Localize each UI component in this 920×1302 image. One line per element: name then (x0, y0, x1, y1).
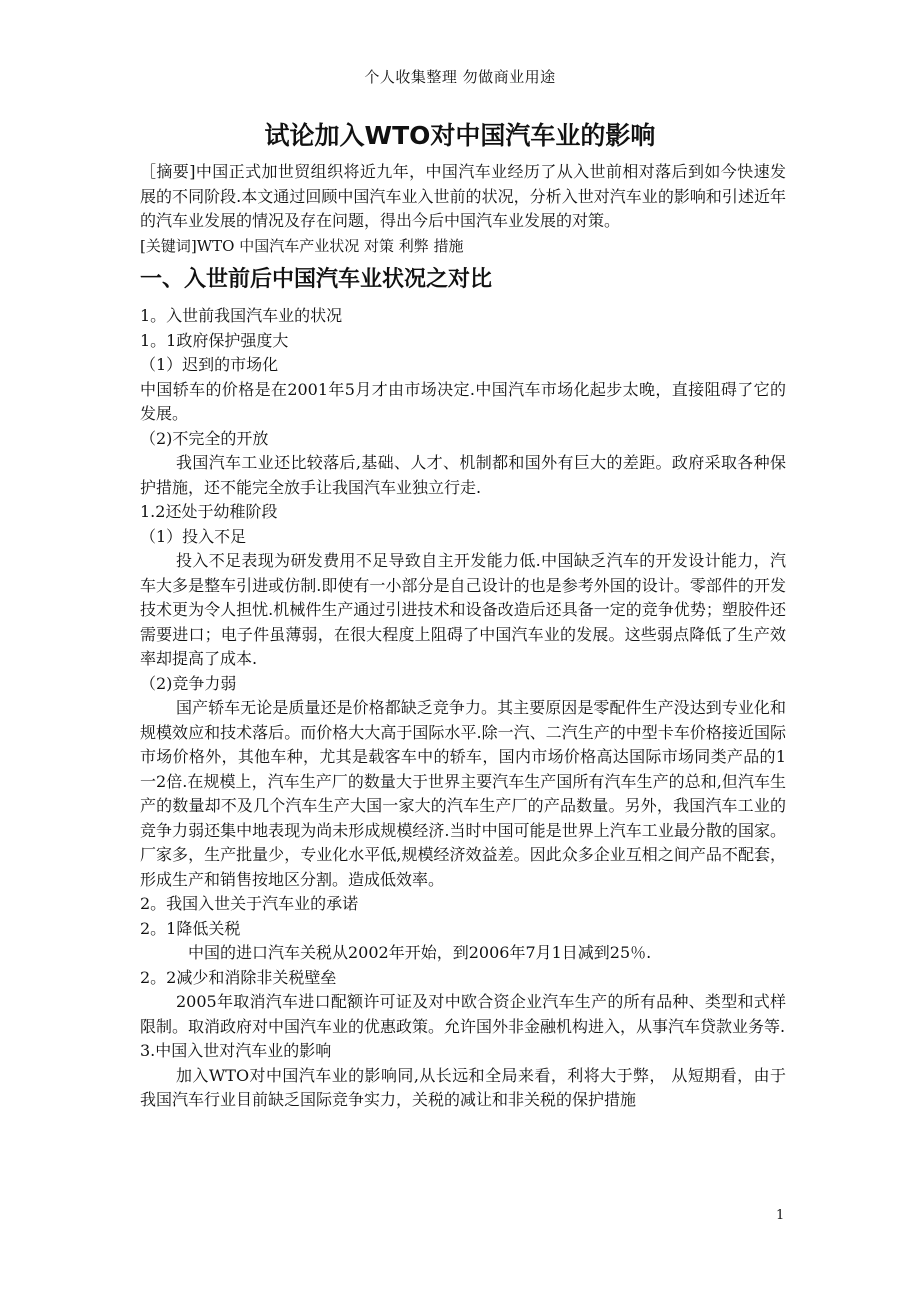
body-paragraph: 中国轿车的价格是在2001年5月才由市场决定.中国汽车市场化起步太晚，直接阻碍了它的发展。 (140, 379, 786, 423)
body-paragraph: （2)不完全的开放 (140, 428, 269, 448)
document-title: 试论加入WTO对中国汽车业的影响 (264, 121, 656, 150)
body-paragraph: 1.2还处于幼稚阶段 (140, 502, 278, 521)
section-heading: 一、入世前后中国汽车业状况之对比 (140, 267, 493, 292)
body-paragraph: 2005年取消汽车进口配额许可证及对中欧合资企业汽车生产的所有品种、类型和式样限制。取消政府对中国汽车业的优惠政策。允许国外非金融机构进入，从事汽车贷款业务等. (140, 992, 786, 1036)
page-header: 个人收集整理 勿做商业用途 (364, 68, 556, 86)
body-paragraph: 中国的进口汽车关税从2002年开始，到2006年7月1日减到25％. (188, 943, 652, 962)
body-paragraph: 1。入世前我国汽车业的状况 (140, 306, 343, 325)
abstract-paragraph: ［摘要]中国正式加世贸组织将近九年，中国汽车业经历了从入世前相对落后到如今快速发展的不同阶段.本文通过回顾中国汽车业入世前的状况，分析入世对汽车业的影响和引述近年的汽车业发展的情况及存在问题，得出今后中国汽车业发展的对策。 (140, 162, 786, 230)
body-paragraph: 我国汽车工业还比较落后,基础、人才、机制都和国外有巨大的差距。政府采取各种保护措施，还不能完全放手让我国汽车业独立行走. (140, 453, 786, 497)
keywords-line: [关键词]WTO 中国汽车产业状况 对策 利弊 措施 (140, 236, 464, 255)
body-paragraph: （2)竞争力弱 (140, 673, 237, 693)
document-body (140, 160, 786, 1113)
body-paragraph: 2。2减少和消除非关税壁垒 (140, 967, 337, 987)
paragraph-list (140, 304, 786, 1113)
body-paragraph: （1）投入不足 (140, 526, 247, 546)
body-paragraph: 2。1降低关税 (140, 918, 241, 938)
body-paragraph: 投入不足表现为研发费用不足导致自主开发能力低.中国缺乏汽车的开发设计能力，汽车大多是整车引进或仿制.即使有一小部分是自己设计的也是参考外国的设计。零部件的开发技术更为令人担忧.机械件生产通过引进技术和设备改造后还具备一定的竞争优势；塑胶件还需要进口；电子件虽薄弱，在很大程度上阻碍了中国汽车业的发展。这些弱点降低了生产效率却提高了成本. (140, 551, 786, 668)
body-paragraph: （1）迟到的市场化 (140, 355, 279, 374)
body-paragraph: 3.中国入世对汽车业的影响 (140, 1041, 332, 1060)
body-paragraph: 2。我国入世关于汽车业的承诺 (140, 894, 359, 913)
body-paragraph: 加入WTO对中国汽车业的影响同,从长远和全局来看，利将大于弊， 从短期看，由于我国汽车行业目前缺乏国际竞争实力，关税的减让和非关税的保护措施 (140, 1065, 786, 1109)
body-paragraph: 1。1政府保护强度大 (140, 330, 289, 350)
page-number: 1 (776, 1208, 785, 1223)
body-paragraph: 国产轿车无论是质量还是价格都缺乏竞争力。其主要原因是零配件生产没达到专业化和规模效应和技术落后。而价格大大高于国际水平.除一汽、二汽生产的中型卡车价格接近国际市场价格外，其他车种，尤其是载客车中的轿车，国内市场价格高达国际市场同类产品的1一2倍.在规模上，汽车生产厂的数量大于世界主要汽车生产国所有汽车生产的总和,但汽车生产的数量却不及几个汽车生产大国一家大的汽车生产厂的产品数量。另外，我国汽车工业的竞争力弱还集中地表现为尚未形成规模经济.当时中国可能是世界上汽车工业最分散的国家。厂家多，生产批量少，专业化水平低,规模经济效益差。因此众多企业互相之间产品不配套，形成生产和销售按地区分割。造成低效率。 (140, 698, 786, 889)
